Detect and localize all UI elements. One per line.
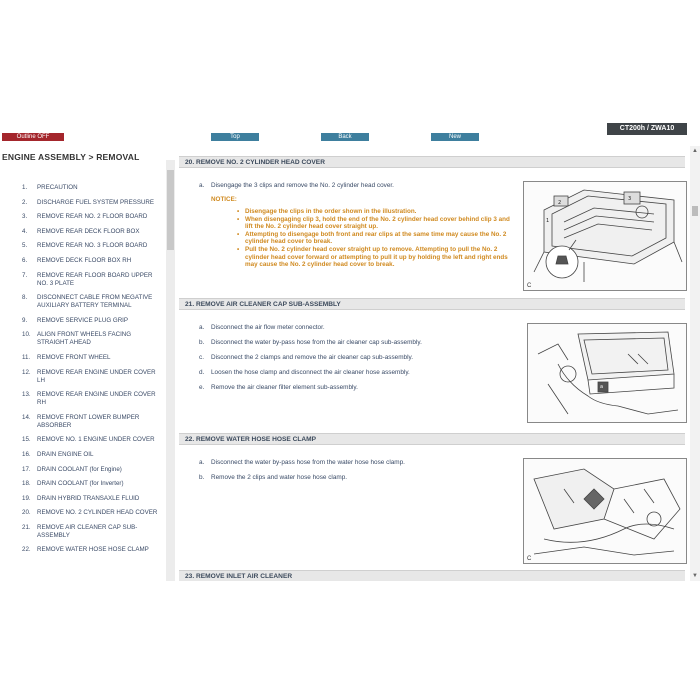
sidebar-item-number: 21. — [22, 523, 31, 531]
sidebar-item[interactable] — [0, 391, 166, 407]
notice-list — [237, 208, 519, 269]
sidebar-item-number: 18. — [22, 480, 31, 488]
sidebar-item[interactable] — [0, 369, 166, 385]
cylinder-head-cover-illustration — [523, 181, 687, 291]
air-cleaner-illustration — [527, 323, 687, 423]
sidebar-item[interactable] — [0, 228, 166, 236]
section-22-step-a: a. Disconnect the water by-pass hose from the water hose hose clamp. — [199, 459, 405, 466]
sidebar-item-label: REMOVE SERVICE PLUG GRIP — [37, 316, 129, 324]
notice-item: • Disengage the clips in the order shown in the illustration. — [237, 208, 417, 215]
outline-toggle-button[interactable]: Outline OFF — [2, 133, 64, 141]
sidebar-item-number: 1. — [22, 184, 28, 191]
sidebar-item-label: DISCHARGE FUEL SYSTEM PRESSURE — [37, 198, 155, 206]
section-21-header[interactable]: 21. REMOVE AIR CLEANER CAP SUB-ASSEMBLY — [179, 298, 685, 310]
section-22-header[interactable]: 22. REMOVE WATER HOSE HOSE CLAMP — [179, 433, 685, 445]
sidebar-item-label: REMOVE NO. 2 CYLINDER HEAD COVER — [37, 509, 158, 517]
sidebar-item-label: REMOVE REAR ENGINE UNDER COVER RH — [37, 391, 156, 407]
main-scroll-thumb[interactable] — [692, 206, 698, 216]
engine-cover-drawing — [524, 182, 686, 290]
sidebar-item[interactable] — [0, 272, 166, 288]
step-text: Disengage the 3 clips and remove the No. 2 cylinder head cover. — [211, 182, 394, 189]
new-button[interactable]: New — [431, 133, 479, 141]
sidebar-item-label: DRAIN COOLANT (for Inverter) — [37, 480, 124, 488]
top-button[interactable]: Top — [211, 133, 259, 141]
svg-text:2: 2 — [558, 200, 562, 206]
sidebar-item[interactable] — [0, 184, 166, 192]
sidebar-item-number: 6. — [22, 256, 28, 264]
sidebar-item[interactable] — [0, 317, 166, 325]
water-hose-clamp-illustration — [523, 458, 687, 564]
notice-item: • Pull the No. 2 cylinder head cover straight up to remove. Attempting to pull the No. 2 cylinder head cover forward or attempting to pull it up by holding the left and right ends may cause the No. 2 cylinder head cover to break. — [237, 245, 508, 269]
sidebar-item-label: ALIGN FRONT WHEELS FACING STRAIGHT AHEAD — [37, 331, 132, 347]
bullet-icon: • — [237, 230, 240, 238]
sidebar-item-number: 13. — [22, 391, 31, 399]
sidebar-item-number: 8. — [22, 294, 28, 302]
section-21-step-a: a. Disconnect the air flow meter connector. — [199, 324, 325, 331]
model-label: CT200h / ZWA10 — [607, 123, 687, 135]
sidebar-item-number: 3. — [22, 213, 28, 221]
sidebar-item-number: 9. — [22, 316, 28, 324]
toolbar — [0, 125, 700, 143]
svg-text:1: 1 — [546, 218, 550, 224]
sidebar-item-number: 14. — [22, 413, 31, 421]
step-letter: a. — [199, 182, 205, 189]
sidebar-item-number: 12. — [22, 368, 31, 376]
sidebar-item-number: 22. — [22, 546, 31, 554]
water-hose-drawing — [524, 459, 686, 563]
scroll-up-arrow-icon[interactable]: ▲ — [692, 148, 698, 154]
sidebar-item[interactable] — [0, 199, 166, 207]
sidebar-item[interactable] — [0, 509, 166, 517]
sidebar-item-label: REMOVE REAR NO. 3 FLOOR BOARD — [37, 242, 148, 250]
sidebar-item-label: REMOVE DECK FLOOR BOX RH — [37, 256, 132, 264]
sidebar-item-label: REMOVE AIR CLEANER CAP SUB-ASSEMBLY — [37, 523, 138, 539]
section-23-header[interactable]: 23. REMOVE INLET AIR CLEANER — [179, 570, 685, 581]
sidebar-item-number: 4. — [22, 227, 28, 235]
svg-text:a: a — [600, 384, 604, 390]
sidebar-item[interactable] — [0, 294, 166, 310]
section-21-step-b: b. Disconnect the water by-pass hose from the air cleaner cap sub-assembly. — [199, 339, 422, 346]
sidebar-item-number: 7. — [22, 271, 28, 279]
notice-label: NOTICE: — [211, 196, 237, 203]
sidebar-item[interactable] — [0, 480, 166, 488]
sidebar-item[interactable] — [0, 546, 166, 554]
sidebar-item-label: REMOVE REAR NO. 2 FLOOR BOARD — [37, 213, 148, 221]
figure-label: C — [527, 283, 532, 289]
sidebar-item-number: 20. — [22, 509, 31, 517]
sidebar-item-label: DRAIN COOLANT (for Engine) — [37, 465, 122, 473]
notice-item: • Attempting to disengage both front and rear clips at the same time may cause the No. 2 cylinder head cover to break. — [237, 230, 507, 246]
sidebar-item-label: DISCONNECT CABLE FROM NEGATIVE AUXILIARY BATTERY TERMINAL — [37, 294, 153, 310]
bullet-icon: • — [237, 215, 240, 223]
sidebar-item-label: REMOVE REAR DECK FLOOR BOX — [37, 227, 140, 235]
sidebar-item[interactable] — [0, 524, 166, 540]
sidebar-title: ENGINE ASSEMBLY > REMOVAL — [2, 152, 140, 162]
sidebar-item[interactable] — [0, 213, 166, 221]
notice-item: • When disengaging clip 3, hold the end of the No. 2 cylinder head cover behind clip 3 and lift the No. 2 cylinder head cover straight up. — [237, 215, 510, 231]
air-cleaner-drawing — [528, 324, 686, 422]
sidebar-item-number: 10. — [22, 331, 31, 339]
sidebar-item-label: REMOVE FRONT LOWER BUMPER ABSORBER — [37, 413, 140, 429]
sidebar-item-number: 5. — [22, 242, 28, 250]
sidebar-item-number: 16. — [22, 450, 31, 458]
section-21-step-c: c. Disconnect the 2 clamps and remove the air cleaner cap sub-assembly. — [199, 354, 413, 361]
sidebar-item-label: REMOVE REAR ENGINE UNDER COVER LH — [37, 368, 156, 384]
sidebar-item[interactable] — [0, 354, 166, 362]
sidebar-item-label: REMOVE REAR FLOOR BOARD UPPER NO. 3 PLATE — [37, 271, 153, 287]
sidebar-item-number: 11. — [22, 353, 31, 361]
svg-text:3: 3 — [628, 196, 632, 202]
main-scrollbar[interactable] — [690, 146, 700, 581]
repair-manual-app — [0, 125, 700, 581]
back-button[interactable]: Back — [321, 133, 369, 141]
sidebar-item-label: DRAIN ENGINE OIL — [37, 450, 94, 458]
main-content — [177, 146, 689, 581]
sidebar-item-label: PRECAUTION — [37, 184, 78, 191]
sidebar-item[interactable] — [0, 436, 166, 444]
sidebar-item-number: 19. — [22, 494, 31, 502]
sidebar — [0, 146, 176, 581]
sidebar-item[interactable] — [0, 495, 166, 503]
section-21-step-e: e. Remove the air cleaner filter element sub-assembly. — [199, 384, 358, 391]
sidebar-item[interactable] — [0, 331, 166, 347]
sidebar-item-label: DRAIN HYBRID TRANSAXLE FLUID — [37, 494, 140, 502]
section-20-header[interactable]: 20. REMOVE NO. 2 CYLINDER HEAD COVER — [179, 156, 685, 168]
section-20-step-a — [199, 182, 394, 189]
bullet-icon: • — [237, 208, 240, 215]
sidebar-item-label: REMOVE FRONT WHEEL — [37, 353, 111, 361]
sidebar-item-label: REMOVE NO. 1 ENGINE UNDER COVER — [37, 436, 155, 444]
section-22-step-b: b. Remove the 2 clips and water hose hose clamp. — [199, 474, 348, 481]
sidebar-item[interactable] — [0, 451, 166, 459]
section-21-step-d: d. Loosen the hose clamp and disconnect the air cleaner hose assembly. — [199, 369, 410, 376]
sidebar-item-label: REMOVE WATER HOSE HOSE CLAMP — [37, 546, 149, 554]
sidebar-item[interactable] — [0, 414, 166, 430]
sidebar-list — [0, 184, 166, 561]
bullet-icon: • — [237, 245, 240, 253]
sidebar-item-number: 2. — [22, 198, 28, 206]
sidebar-item[interactable] — [0, 242, 166, 250]
sidebar-item-number: 17. — [22, 465, 31, 473]
sidebar-scroll-thumb[interactable] — [167, 170, 174, 250]
sidebar-item[interactable] — [0, 466, 166, 474]
figure-label: C — [527, 556, 532, 562]
sidebar-item-number: 15. — [22, 436, 31, 444]
sidebar-item[interactable] — [0, 257, 166, 265]
sidebar-scrollbar[interactable] — [166, 160, 175, 581]
scroll-down-arrow-icon[interactable]: ▼ — [692, 573, 698, 579]
